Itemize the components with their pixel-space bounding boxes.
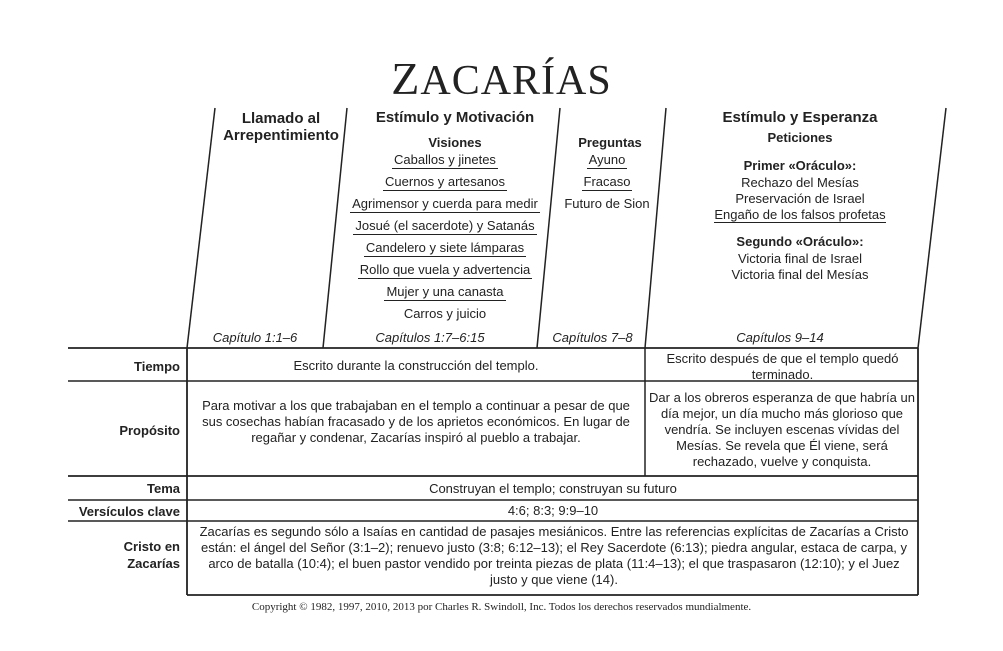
list-item: Mujer y una canasta — [386, 284, 504, 299]
proposito-left: Para motivar a los que trabajaban en el templo a continuar a pesar de que sus cosechas habían fracasado y de los aprietos económicos. En lugar de regañar y condenar, Zacarías inspiró al pueblo a trabajar. — [202, 398, 630, 445]
list-item: Victoria final de Israel — [737, 251, 863, 266]
col2-header: Estímulo y Motivación — [375, 109, 535, 126]
tiempo-right: Escrito después de que el templo quedó terminado. — [666, 351, 899, 382]
list-item: Josué (el sacerdote) y Satanás — [355, 218, 535, 233]
versiculos-value: 4:6; 8:3; 9:9–10 — [507, 503, 599, 518]
oracle1-list — [680, 175, 920, 223]
list-item: Candelero y siete lámparas — [365, 240, 525, 255]
list-item: Rechazo del Mesías — [741, 175, 859, 190]
list-item: Cuernos y artesanos — [385, 174, 505, 189]
col4-header: Estímulo y Esperanza — [722, 109, 878, 126]
oracle1-label: Primer «Oráculo»: — [743, 158, 857, 173]
row-label-tiempo: Tiempo — [134, 359, 180, 374]
list-item: Carros y juicio — [403, 306, 487, 321]
visions-list — [337, 152, 553, 328]
col4-subheader: Peticiones — [767, 130, 833, 145]
list-item: Futuro de Sion — [564, 196, 650, 211]
col2-chapters: Capítulos 1:7–6:15 — [375, 330, 485, 345]
divider-line — [187, 108, 215, 348]
row-label-cristo: Cristo en Zacarías — [123, 539, 180, 571]
proposito-right: Dar a los obreros esperanza de que habría un día mejor, un día mucho más glorioso que vendría. Se incluyen escenas vívidas del Mesías. Se revela que Él viene, será rechazado, vuelve y conquista. — [649, 390, 915, 469]
questions-list — [551, 152, 663, 218]
copyright: Copyright © 1982, 1997, 2010, 2013 por Charles R. Swindoll, Inc. Todos los derechos reservados mundialmente. — [251, 601, 752, 613]
col1-chapters: Capítulo 1:1–6 — [212, 330, 298, 345]
list-item: Ayuno — [588, 152, 626, 167]
list-item: Agrimensor y cuerda para medir — [352, 196, 538, 211]
col4-chapters: Capítulos 9–14 — [736, 330, 824, 345]
col3-subheader: Preguntas — [578, 135, 642, 150]
col3-chapters: Capítulos 7–8 — [552, 330, 633, 345]
tema-value: Construyan el templo; construyan su futuro — [429, 481, 677, 496]
row-label-tema: Tema — [147, 481, 180, 496]
oracle2-label: Segundo «Oráculo»: — [736, 234, 864, 249]
row-label-proposito: Propósito — [119, 423, 180, 438]
page-title: ZACARÍAS — [391, 53, 612, 104]
col1-header: Llamado al Arrepentimiento — [223, 110, 339, 144]
list-item: Engaño de los falsos profetas — [714, 207, 886, 222]
list-item: Victoria final del Mesías — [731, 267, 869, 282]
tiempo-left: Escrito durante la construcción del templo. — [293, 358, 539, 373]
oracle2-list — [680, 251, 920, 283]
list-item: Preservación de Israel — [735, 191, 865, 206]
cristo-value: Zacarías es segundo sólo a Isaías en cantidad de pasajes mesiánicos. Entre las referencias explícitas de Zacarías a Cristo están: el ángel del Señor (3:1–2); renuevo justo (3:8; 6:12–13); el Rey Sacerdote (6:13); piedra angular, estaca de carpa, y arco de batalla (10:4); el buen pastor vendido por treinta piezas de plata (11:4–13); el que traspasaron (12:10); y el Juez justo y que viene (14). — [199, 524, 909, 587]
divider-line — [918, 108, 946, 348]
list-item: Rollo que vuela y advertencia — [359, 262, 531, 277]
col2-subheader: Visiones — [428, 135, 482, 150]
list-item: Caballos y jinetes — [394, 152, 496, 167]
list-item: Fracaso — [583, 174, 631, 189]
row-label-versiculos: Versículos clave — [78, 504, 180, 519]
